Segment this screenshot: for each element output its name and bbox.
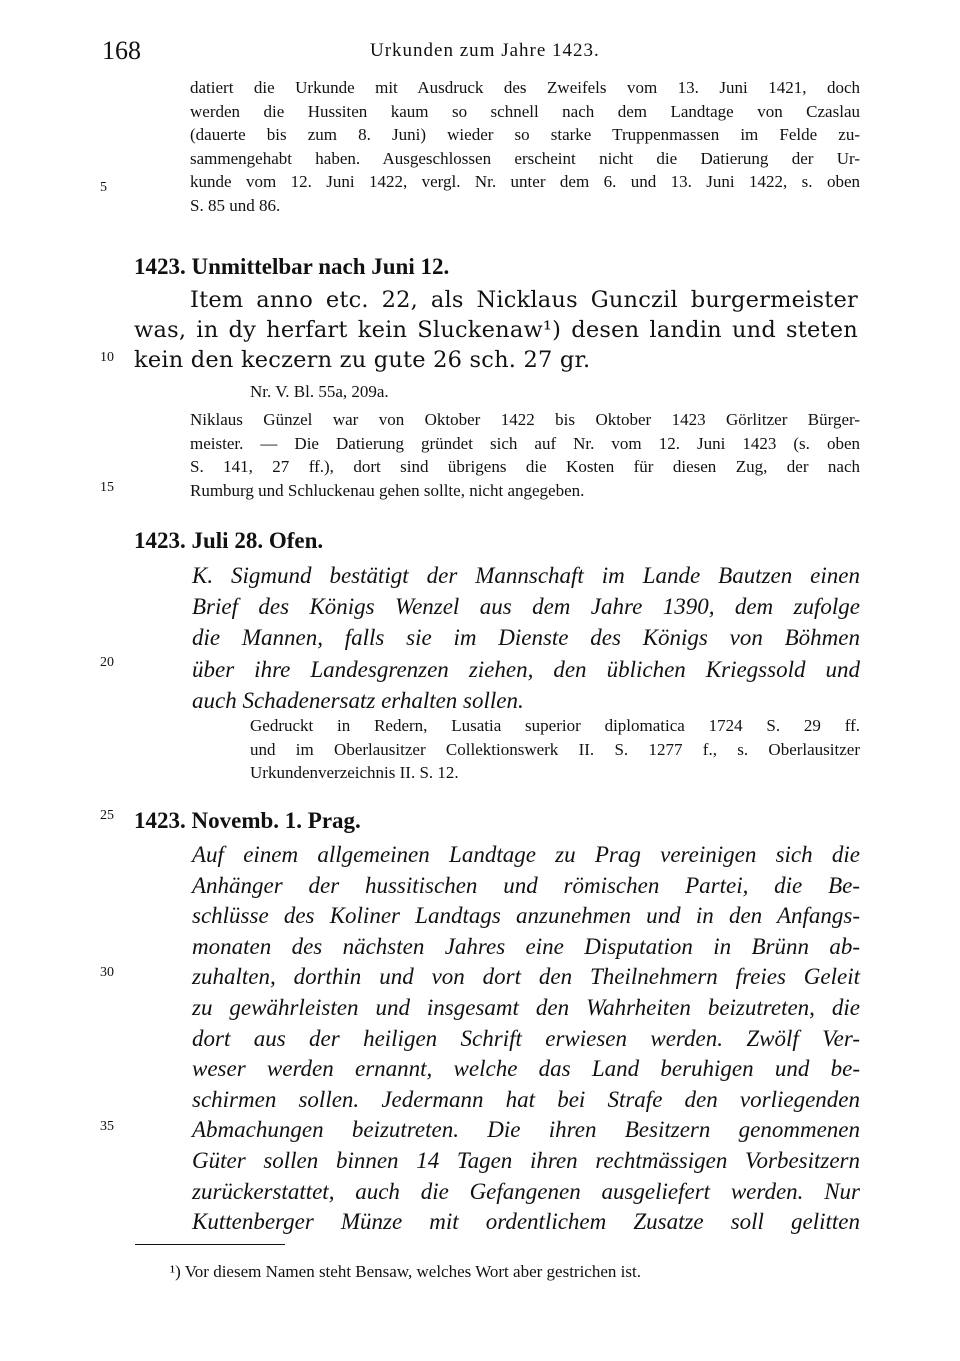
- intro-note: [190, 76, 860, 218]
- line-number: 5: [100, 180, 107, 195]
- entry-regest: [192, 560, 860, 716]
- regest-line: Anhänger der hussitischen und römischen Partei, die Be-: [192, 872, 860, 898]
- text-line: kein den keczern zu gute 26 sch. 27 gr.: [134, 347, 591, 373]
- regest-line: dort aus der heiligen Schrift erwiesen werden. Zwölf Ver-: [192, 1025, 860, 1051]
- regest-line: auch Schadenersatz erhalten sollen.: [192, 687, 524, 713]
- text-line: was, in dy herfart kein Sluckenaw¹) desen landin und steten: [134, 317, 858, 343]
- regest-line: Auf einem allgemeinen Landtage zu Prag vereinigen sich die: [192, 842, 860, 867]
- regest-line: zu gewährleisten und insgesamt den Wahrheiten beizutreten, die: [192, 994, 860, 1020]
- regest-line: schirmen sollen. Jedermann hat bei Strafe den vorliegenden: [192, 1086, 860, 1112]
- entry-heading: 1423. Juli 28. Ofen.: [134, 528, 324, 553]
- line-number: 20: [100, 655, 114, 670]
- running-title: Urkunden zum Jahre 1423.: [370, 40, 600, 61]
- print-reference: [250, 714, 860, 785]
- archive-source: Nr. V. Bl. 55a, 209a.: [250, 382, 389, 401]
- note-line: meister. — Die Datierung gründet sich auf Nr. vom 12. Juni 1423 (s. oben: [190, 433, 860, 453]
- regest-line: Güter sollen binnen 14 Tagen ihren rechtmässigen Vorbesitzern: [192, 1147, 860, 1173]
- line-number: 10: [100, 350, 114, 365]
- line-number: 30: [100, 965, 114, 980]
- note-line: werden die Hussiten kaum so schnell nach dem Landtage von Czaslau: [190, 101, 860, 121]
- line-number: 25: [100, 808, 114, 823]
- footnote-rule: [135, 1244, 285, 1245]
- note-line: Rumburg und Schluckenau gehen sollte, nicht angegeben.: [190, 480, 585, 500]
- note-line: (dauerte bis zum 8. Juni) wieder so starke Truppenmassen im Felde zu-: [190, 125, 860, 145]
- regest-line: monaten des nächsten Jahres eine Disputation in Brünn ab-: [192, 933, 860, 959]
- regest-line: zuhalten, dorthin und von dort den Theilnehmern freies Geleit: [192, 964, 860, 990]
- note-line: Niklaus Günzel war von Oktober 1422 bis Oktober 1423 Görlitzer Bürger-: [190, 410, 860, 429]
- line-number: 35: [100, 1119, 114, 1134]
- text-line: Item anno etc. 22, als Nicklaus Gunczil burgermeister: [190, 287, 858, 313]
- page-number: 168: [102, 36, 141, 65]
- regest-line: die Mannen, falls sie im Dienste des Königs von Böhmen: [192, 625, 860, 651]
- line-number: 15: [100, 480, 114, 495]
- note-line: S. 141, 27 ff.), dort sind übrigens die Kosten für diesen Zug, der nach: [190, 457, 860, 477]
- entry-text: [134, 285, 858, 375]
- footnote: ¹) Vor diesem Namen steht Bensaw, welches Wort aber gestrichen ist.: [170, 1262, 641, 1281]
- regest-line: schlüsse des Koliner Landtags anzunehmen und in den Anfangs-: [192, 903, 860, 929]
- print-line: Gedruckt in Redern, Lusatia superior diplomatica 1724 S. 29 ff.: [250, 716, 860, 735]
- entry-note: [190, 408, 860, 502]
- note-line: S. 85 und 86.: [190, 195, 281, 215]
- regest-line: Brief des Königs Wenzel aus dem Jahre 1390, dem zufolge: [192, 594, 860, 620]
- regest-line: Abmachungen beizutreten. Die ihren Besitzern genommenen: [192, 1117, 860, 1143]
- regest-line: Kuttenberger Münze mit ordentlichem Zusatze soll gelitten: [192, 1209, 860, 1235]
- regest-line: K. Sigmund bestätigt der Mannschaft im Lande Bautzen einen: [192, 563, 860, 588]
- entry-heading: 1423. Unmittelbar nach Juni 12.: [134, 254, 450, 279]
- print-line: und im Oberlausitzer Collektionswerk II. S. 1277 f., s. Oberlausitzer: [250, 739, 860, 759]
- note-line: kunde vom 12. Juni 1422, vergl. Nr. unter dem 6. und 13. Juni 1422, s. oben: [190, 172, 860, 192]
- entry-heading: 1423. Novemb. 1. Prag.: [134, 808, 361, 833]
- regest-line: über ihre Landesgrenzen ziehen, den üblichen Kriegssold und: [192, 656, 860, 682]
- entry-regest: [192, 840, 860, 1238]
- regest-line: zurückerstattet, auch die Gefangenen ausgeliefert werden. Nur: [192, 1178, 860, 1204]
- print-line: Urkundenverzeichnis II. S. 12.: [250, 763, 459, 783]
- regest-line: weser werden ernannt, welche das Land beruhigen und be-: [192, 1056, 860, 1082]
- note-line: datiert die Urkunde mit Ausdruck des Zweifels vom 13. Juni 1421, doch: [190, 78, 860, 97]
- note-line: sammengehabt haben. Ausgeschlossen erscheint nicht die Datierung der Ur-: [190, 148, 860, 168]
